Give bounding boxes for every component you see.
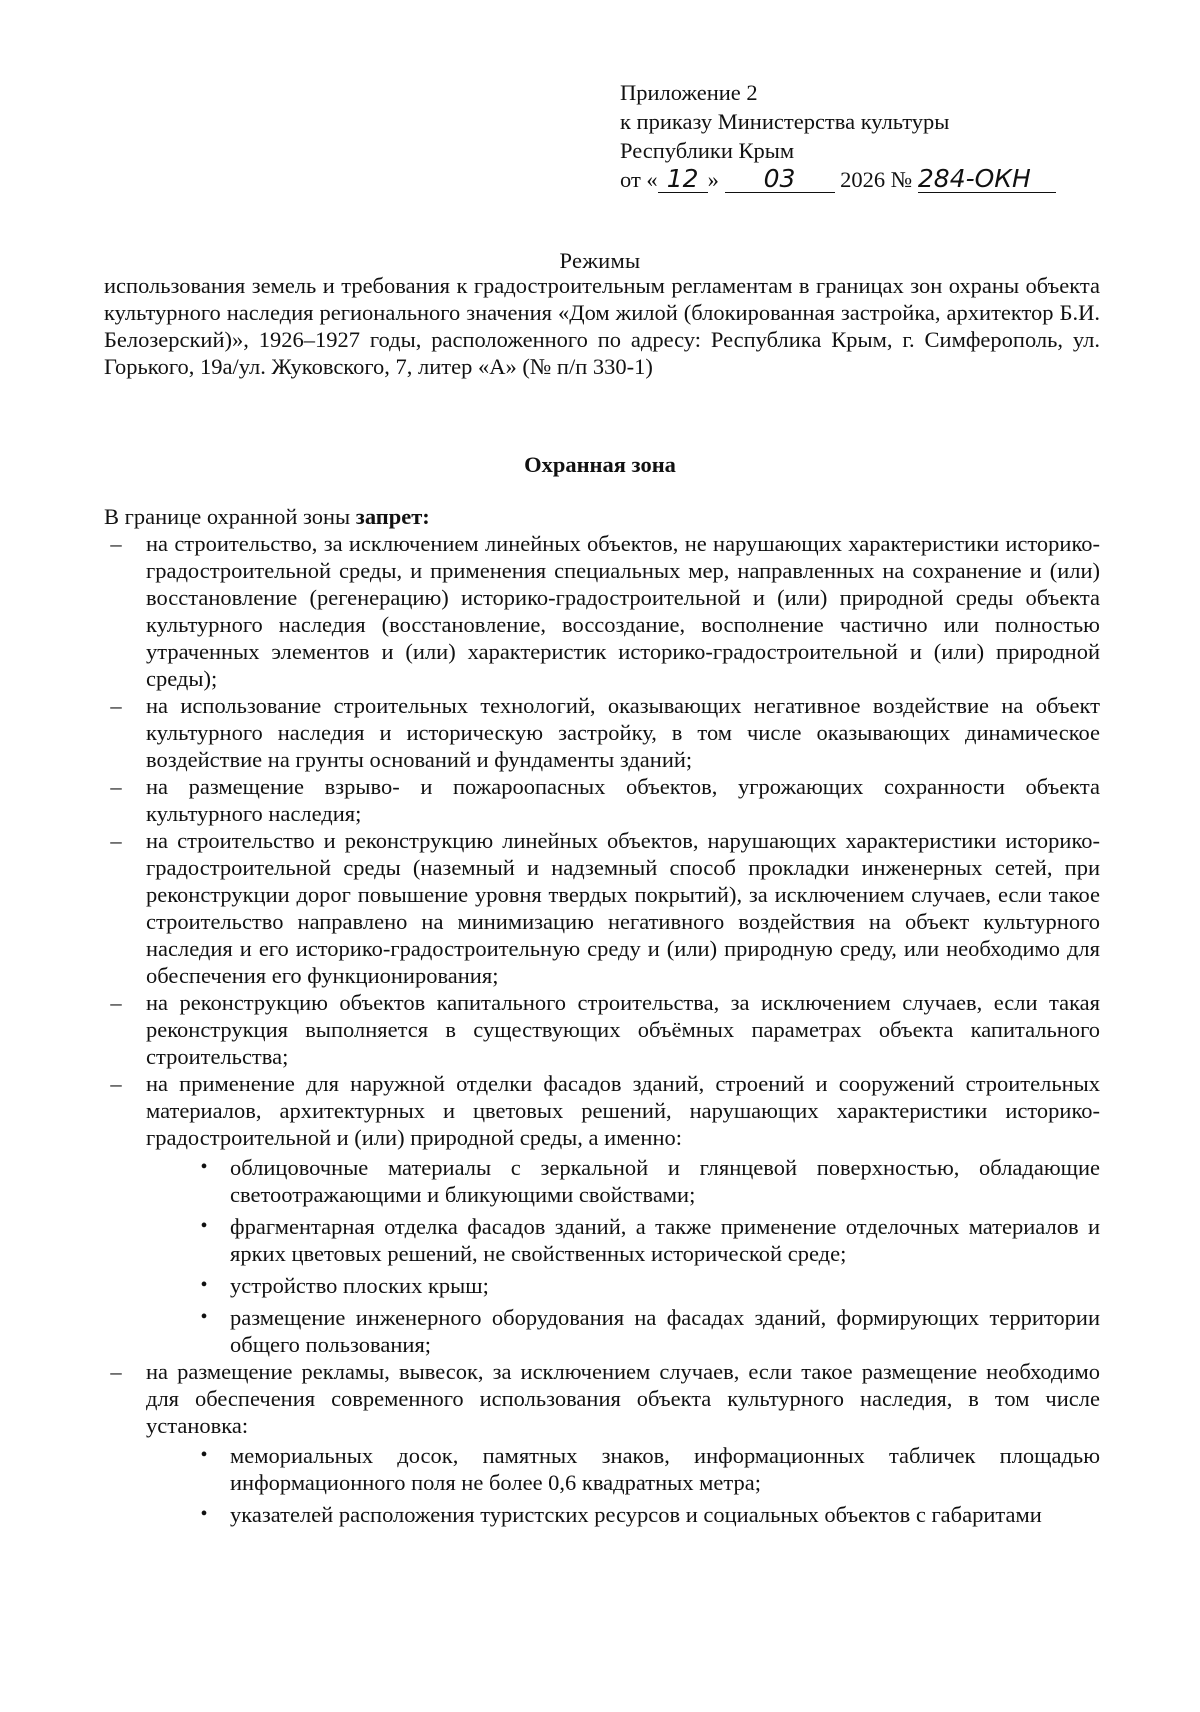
sublist-item xyxy=(146,1442,1100,1496)
list-item-text: на применение для наружной отделки фасадов зданий, строений и сооружений строительных материалов, архитектурных и цветовых решений, нарушающих характеристики историко-градостроительной и (или) природной среды, а именно: xyxy=(146,1071,1100,1150)
dash-icon: – xyxy=(110,774,122,799)
prohibition-list xyxy=(104,530,1100,1528)
ads-sublist xyxy=(146,1442,1100,1528)
dash-icon: – xyxy=(110,828,122,853)
list-item-text: на использование строительных технологий, оказывающих негативное воздействие на объект культурного наследия и историческую застройку, в том числе оказывающих динамическое воздействие на грунты оснований и фундаменты зданий; xyxy=(146,693,1100,772)
date-prefix: от « xyxy=(620,167,658,192)
section-title-protection-zone: Охранная зона xyxy=(524,452,676,477)
handwritten-month: 03 xyxy=(725,166,835,193)
intro-paragraph xyxy=(104,503,1100,530)
list-item-text: на размещение взрыво- и пожароопасных объектов, угрожающих сохранности объекта культурного наследия; xyxy=(146,774,1100,826)
dash-icon: – xyxy=(110,693,122,718)
dash-icon: – xyxy=(110,1359,122,1384)
facades-sublist xyxy=(146,1154,1100,1358)
list-item-facades xyxy=(104,1070,1100,1358)
sublist-item xyxy=(146,1304,1100,1358)
list-item-text: на строительство и реконструкцию линейных объектов, нарушающих характеристики историко-градостроительной среды (наземный и надземный способ прокладки инженерных сетей, при реконструкции дорог повышение уровня твердых покрытий), за исключением случаев, если такое строительство направлено на минимизацию негативного воздействия на объект культурного наследия и его историко-градостроительную среду и (или) природную среду, или необходимо для обеспечения его функционирования; xyxy=(146,828,1100,988)
bullet-icon: • xyxy=(200,1274,208,1296)
bullet-icon: • xyxy=(200,1444,208,1466)
document-body xyxy=(104,503,1100,1528)
appendix-date-line xyxy=(620,165,1140,194)
list-item xyxy=(104,827,1100,989)
sublist-item xyxy=(146,1501,1100,1528)
list-item-ads xyxy=(104,1358,1100,1528)
sublist-item-text: размещение инженерного оборудования на фасадах зданий, формирующих территории общего пользования; xyxy=(230,1305,1100,1357)
list-item xyxy=(104,773,1100,827)
list-item xyxy=(104,530,1100,692)
document-title: Режимы xyxy=(559,248,641,273)
intro-text: В границе охранной зоны xyxy=(104,504,356,529)
bullet-icon: • xyxy=(200,1306,208,1328)
bullet-icon: • xyxy=(200,1503,208,1525)
bullet-icon: • xyxy=(200,1215,208,1237)
appendix-header xyxy=(620,78,1140,194)
handwritten-day: 12 xyxy=(658,166,708,193)
bullet-icon: • xyxy=(200,1156,208,1178)
dash-icon: – xyxy=(110,990,122,1015)
handwritten-order-number: 284-ОКН xyxy=(918,166,1056,193)
sublist-item-text: устройство плоских крыш; xyxy=(230,1273,489,1298)
list-item-text: на размещение рекламы, вывесок, за исключением случаев, если такое размещение необходимо для обеспечения современного использования объекта культурного наследия, в том числе установка: xyxy=(146,1359,1100,1438)
list-item-text: на реконструкцию объектов капитального строительства, за исключением случаев, если такая реконструкция выполняется в существующих объёмных параметрах объекта капитального строительства; xyxy=(146,990,1100,1069)
appendix-line-3: Республики Крым xyxy=(620,138,795,163)
sublist-item xyxy=(146,1213,1100,1267)
sublist-item xyxy=(146,1272,1100,1299)
list-item xyxy=(104,692,1100,773)
dash-icon: – xyxy=(110,531,122,556)
date-year-number-label: 2026 № xyxy=(840,167,913,192)
appendix-line-1: Приложение 2 xyxy=(620,80,758,105)
appendix-line-2: к приказу Министерства культуры xyxy=(620,109,950,134)
sublist-item xyxy=(146,1154,1100,1208)
sublist-item-text: облицовочные материалы с зеркальной и глянцевой поверхностью, обладающие светоотражающими и бликующими свойствами; xyxy=(230,1155,1100,1207)
sublist-item-text: указателей расположения туристских ресурсов и социальных объектов с габаритами xyxy=(230,1502,1042,1527)
date-day-close: » xyxy=(707,167,719,192)
sublist-item-text: мемориальных досок, памятных знаков, информационных табличек площадью информационного поля не более 0,6 квадратных метра; xyxy=(230,1443,1100,1495)
intro-bold: запрет: xyxy=(355,504,430,529)
sublist-item-text: фрагментарная отделка фасадов зданий, а также применение отделочных материалов и ярких цветовых решений, не свойственных исторической среде; xyxy=(230,1214,1100,1266)
document-subtitle: использования земель и требования к градостроительным регламентам в границах зон охраны объекта культурного наследия регионального значения «Дом жилой (блокированная застройка, архитектор Б.И. Белозерский)», 1926–1927 годы, расположенного по адресу: Республика Крым, г. Симферополь, ул. Горького, 19а/ул. Жуковского, 7, литер «А» (№ п/п 330-1) xyxy=(104,273,1100,379)
dash-icon: – xyxy=(110,1071,122,1096)
list-item-text: на строительство, за исключением линейных объектов, не нарушающих характеристики историко-градостроительной среды, и применения специальных мер, направленных на сохранение и (или) восстановление (регенерацию) историко-градостроительной и (или) природной среды объекта культурного наследия (восстановление, воссоздание, восполнение частично или полностью утраченных элементов и (или) характеристик историко-градостроительной и (или) природной среды); xyxy=(146,531,1100,691)
list-item xyxy=(104,989,1100,1070)
